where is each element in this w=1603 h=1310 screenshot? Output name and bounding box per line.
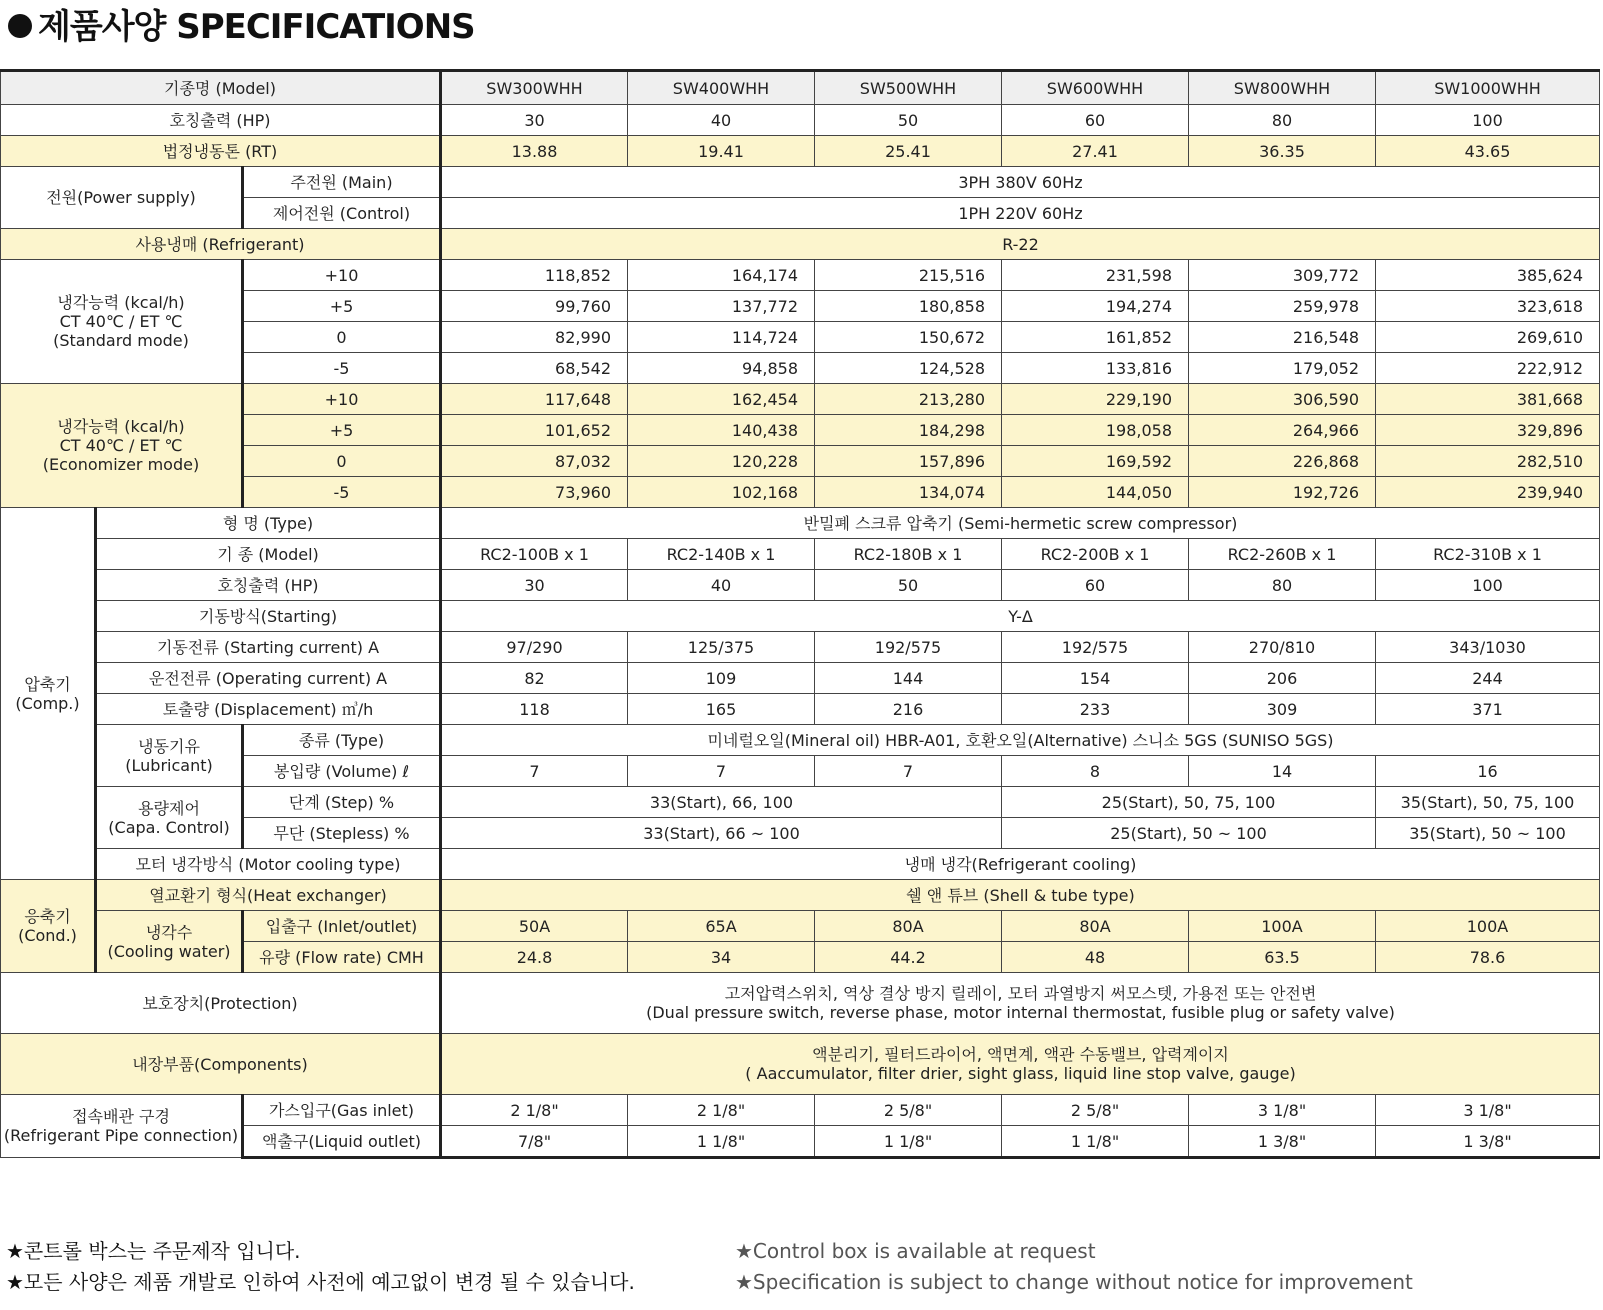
- value-cell: 27.41: [1002, 136, 1189, 167]
- model-name-cell: SW400WHH: [628, 71, 815, 105]
- value-cell: 109: [628, 663, 815, 694]
- spec-cell-line: 압축기: [24, 674, 71, 694]
- value-cell: 2 5/8": [1002, 1095, 1189, 1126]
- spec-cell-line: (Cond.): [18, 926, 77, 945]
- value-cell: 78.6: [1376, 942, 1600, 973]
- capacity-value: 264,966: [1189, 415, 1376, 446]
- capacity-value: 309,772: [1189, 260, 1376, 291]
- et-label: +10: [243, 260, 441, 291]
- start-current-label: 기동전류 (Starting current) A: [96, 632, 441, 663]
- comp-starting-row: [1, 601, 1600, 632]
- value-cell: 371: [1376, 694, 1600, 725]
- capacity-value: 169,592: [1002, 446, 1189, 477]
- value-cell: 50: [815, 570, 1002, 601]
- value-cell: 24.8: [441, 942, 628, 973]
- value-cell: 40: [628, 570, 815, 601]
- page-title: [8, 2, 475, 52]
- capacity-value: 385,624: [1376, 260, 1600, 291]
- capacity-value: 157,896: [815, 446, 1002, 477]
- capacity-value: 259,978: [1189, 291, 1376, 322]
- capacity-value: 150,672: [815, 322, 1002, 353]
- lub-type-value: 미네럴오일(Mineral oil) HBR-A01, 호환오일(Alternative) 스니소 5GS (SUNISO 5GS): [441, 725, 1600, 756]
- value-cell: 60: [1002, 105, 1189, 136]
- capa-step-row: [1, 787, 1600, 818]
- value-cell: 7: [628, 756, 815, 787]
- condenser-label: [1, 880, 96, 973]
- value-cell: 244: [1376, 663, 1600, 694]
- flow-rate-label: 유량 (Flow rate) CMH: [243, 942, 441, 973]
- value-cell: 1 1/8": [815, 1126, 1002, 1158]
- spec-cell-line: 냉각능력 (kcal/h): [57, 417, 185, 436]
- refrigerant-value: R-22: [441, 229, 1600, 260]
- capacity-value: 222,912: [1376, 353, 1600, 384]
- capacity-value: 144,050: [1002, 477, 1189, 508]
- liquid-outlet-label: 액출구(Liquid outlet): [243, 1126, 441, 1158]
- value-cell: 30: [441, 105, 628, 136]
- value-cell: 36.35: [1189, 136, 1376, 167]
- value-cell: 50A: [441, 911, 628, 942]
- inlet-label: 입출구 (Inlet/outlet): [243, 911, 441, 942]
- displacement-row: [1, 694, 1600, 725]
- value-cell: 80A: [1002, 911, 1189, 942]
- value-cell: 25.41: [815, 136, 1002, 167]
- note-en-1: ★Control box is available at request: [735, 1239, 1096, 1263]
- value-cell: 125/375: [628, 632, 815, 663]
- start-current-row: [1, 632, 1600, 663]
- value-cell: RC2-100B x 1: [441, 539, 628, 570]
- value-cell: 2 1/8": [441, 1095, 628, 1126]
- stepless-value: 25(Start), 50 ~ 100: [1002, 818, 1376, 849]
- value-cell: RC2-200B x 1: [1002, 539, 1189, 570]
- spec-cell-line: 냉각능력 (kcal/h): [57, 293, 185, 312]
- capacity-value: 133,816: [1002, 353, 1189, 384]
- value-cell: 100A: [1189, 911, 1376, 942]
- header-row: [1, 71, 1600, 105]
- capacity-value: 216,548: [1189, 322, 1376, 353]
- model-label: 기종명 (Model): [1, 71, 441, 105]
- spec-cell-line: (Dual pressure switch, reverse phase, motor internal thermostat, fusible plug or safety valve): [646, 1003, 1395, 1022]
- model-name-cell: SW300WHH: [441, 71, 628, 105]
- capacity-economizer-label: [1, 384, 243, 508]
- components-label: 내장부품(Components): [1, 1034, 441, 1095]
- capacity-value: 82,990: [441, 322, 628, 353]
- capacity-value: 213,280: [815, 384, 1002, 415]
- capacity-value: 101,652: [441, 415, 628, 446]
- capacity-value: 229,190: [1002, 384, 1189, 415]
- capacity-value: 99,760: [441, 291, 628, 322]
- step-value: 35(Start), 50, 75, 100: [1376, 787, 1600, 818]
- value-cell: 1 1/8": [628, 1126, 815, 1158]
- page-title-text: 제품사양 SPECIFICATIONS: [38, 7, 475, 47]
- power-main-value: 3PH 380V 60Hz: [441, 167, 1600, 198]
- step-value: 25(Start), 50, 75, 100: [1002, 787, 1376, 818]
- heat-exchanger-value: 쉘 앤 튜브 (Shell & tube type): [441, 880, 1600, 911]
- value-cell: 144: [815, 663, 1002, 694]
- value-cell: 19.41: [628, 136, 815, 167]
- displacement-label: 토출량 (Displacement) ㎥/h: [96, 694, 441, 725]
- value-cell: 40: [628, 105, 815, 136]
- spec-cell-line: (Cooling water): [107, 941, 231, 961]
- capacity-value: 269,610: [1376, 322, 1600, 353]
- value-cell: 63.5: [1189, 942, 1376, 973]
- model-name-cell: SW500WHH: [815, 71, 1002, 105]
- stepless-label: 무단 (Stepless) %: [243, 818, 441, 849]
- capacity-value: 120,228: [628, 446, 815, 477]
- capacity-value: 198,058: [1002, 415, 1189, 446]
- value-cell: 1 1/8": [1002, 1126, 1189, 1158]
- cond-inlet-row: [1, 911, 1600, 942]
- value-cell: 1 3/8": [1189, 1126, 1376, 1158]
- components-row: [1, 1034, 1600, 1095]
- power-control-value: 1PH 220V 60Hz: [441, 198, 1600, 229]
- pipe-gas-row: [1, 1095, 1600, 1126]
- value-cell: 100: [1376, 105, 1600, 136]
- capacity-value: 114,724: [628, 322, 815, 353]
- refrigerant-label: 사용냉매 (Refrigerant): [1, 229, 441, 260]
- value-cell: 14: [1189, 756, 1376, 787]
- note-kr-1: ★콘트롤 박스는 주문제작 입니다.: [6, 1239, 301, 1263]
- value-cell: 216: [815, 694, 1002, 725]
- starting-value: Y-Δ: [441, 601, 1600, 632]
- capacity-value: 180,858: [815, 291, 1002, 322]
- value-cell: 309: [1189, 694, 1376, 725]
- et-label: -5: [243, 477, 441, 508]
- value-cell: 50: [815, 105, 1002, 136]
- capacity-value: 192,726: [1189, 477, 1376, 508]
- capacity-value: 102,168: [628, 477, 815, 508]
- comp-hp-row: [1, 570, 1600, 601]
- value-cell: RC2-260B x 1: [1189, 539, 1376, 570]
- motor-cooling-row: [1, 849, 1600, 880]
- value-cell: 7: [815, 756, 1002, 787]
- capacity-value: 162,454: [628, 384, 815, 415]
- value-cell: 7/8": [441, 1126, 628, 1158]
- value-cell: 192/575: [1002, 632, 1189, 663]
- comp-hp-label: 호칭출력 (HP): [96, 570, 441, 601]
- value-cell: 16: [1376, 756, 1600, 787]
- value-cell: 154: [1002, 663, 1189, 694]
- notes-korean: [6, 1236, 635, 1298]
- capacity-value: 140,438: [628, 415, 815, 446]
- spec-cell-line: 액분리기, 필터드라이어, 액면계, 액관 수동밸브, 압력계이지: [812, 1045, 1229, 1064]
- et-label: +10: [243, 384, 441, 415]
- spec-cell-line: 냉각수: [145, 922, 193, 942]
- lub-type-label: 종류 (Type): [243, 725, 441, 756]
- spec-cell-line: 고저압력스위치, 역상 결상 방지 릴레이, 모터 과열방지 써모스텟, 가용전 또는 안전변: [724, 984, 1317, 1003]
- et-label: +5: [243, 415, 441, 446]
- protection-row: [1, 973, 1600, 1034]
- protection-label: 보호장치(Protection): [1, 973, 441, 1034]
- value-cell: 206: [1189, 663, 1376, 694]
- et-label: +5: [243, 291, 441, 322]
- capacity-value: 381,668: [1376, 384, 1600, 415]
- model-name-cell: SW1000WHH: [1376, 71, 1600, 105]
- cooling-water-label: [96, 911, 243, 973]
- lub-type-row: [1, 725, 1600, 756]
- value-cell: 44.2: [815, 942, 1002, 973]
- spec-cell-line: (Capa. Control): [108, 817, 230, 837]
- hp-label: 호칭출력 (HP): [1, 105, 441, 136]
- value-cell: 343/1030: [1376, 632, 1600, 663]
- note-kr-2: ★모든 사양은 제품 개발로 인하여 사전에 예고없이 변경 될 수 있습니다.: [6, 1270, 635, 1294]
- capacity-value: 226,868: [1189, 446, 1376, 477]
- value-cell: 13.88: [441, 136, 628, 167]
- bullet-icon: [8, 14, 32, 38]
- value-cell: 80: [1189, 570, 1376, 601]
- capacity-value: 87,032: [441, 446, 628, 477]
- capacity-value: 329,896: [1376, 415, 1600, 446]
- capacity-value: 239,940: [1376, 477, 1600, 508]
- et-label: 0: [243, 322, 441, 353]
- capacity-value: 73,960: [441, 477, 628, 508]
- components-value: [441, 1034, 1600, 1095]
- value-cell: 30: [441, 570, 628, 601]
- comp-type-row: [1, 508, 1600, 539]
- spec-cell-line: ( Aaccumulator, filter drier, sight glass, liquid line stop valve, gauge): [745, 1064, 1296, 1083]
- value-cell: 97/290: [441, 632, 628, 663]
- spec-cell-line: (Refrigerant Pipe connection): [3, 1126, 239, 1145]
- value-cell: 2 5/8": [815, 1095, 1002, 1126]
- value-cell: 192/575: [815, 632, 1002, 663]
- value-cell: 2 1/8": [628, 1095, 815, 1126]
- step-value: 33(Start), 66, 100: [441, 787, 1002, 818]
- heat-exchanger-label: 열교환기 형식(Heat exchanger): [96, 880, 441, 911]
- value-cell: 60: [1002, 570, 1189, 601]
- spec-cell-line: (Economizer mode): [42, 455, 200, 474]
- value-cell: 118: [441, 694, 628, 725]
- rt-label: 법정냉동톤 (RT): [1, 136, 441, 167]
- value-cell: 233: [1002, 694, 1189, 725]
- capacity-value: 137,772: [628, 291, 815, 322]
- stepless-value: 33(Start), 66 ~ 100: [441, 818, 1002, 849]
- refrigerant-row: [1, 229, 1600, 260]
- value-cell: 100A: [1376, 911, 1600, 942]
- value-cell: RC2-180B x 1: [815, 539, 1002, 570]
- op-current-row: [1, 663, 1600, 694]
- power-label: 전원(Power supply): [1, 167, 243, 229]
- value-cell: 82: [441, 663, 628, 694]
- capacity-value: 306,590: [1189, 384, 1376, 415]
- hp-row: [1, 105, 1600, 136]
- value-cell: 100: [1376, 570, 1600, 601]
- value-cell: 65A: [628, 911, 815, 942]
- model-name-cell: SW800WHH: [1189, 71, 1376, 105]
- capacity-value: 94,858: [628, 353, 815, 384]
- capacity-value: 161,852: [1002, 322, 1189, 353]
- value-cell: RC2-140B x 1: [628, 539, 815, 570]
- capacity-value: 231,598: [1002, 260, 1189, 291]
- comp-model-label: 기 종 (Model): [96, 539, 441, 570]
- capacity-value: 134,074: [815, 477, 1002, 508]
- power-control-label: 제어전원 (Control): [243, 198, 441, 229]
- spec-table: [0, 69, 1600, 1159]
- power-main-row: [1, 167, 1600, 198]
- gas-inlet-label: 가스입구(Gas inlet): [243, 1095, 441, 1126]
- value-cell: 8: [1002, 756, 1189, 787]
- capacity-value: 68,542: [441, 353, 628, 384]
- value-cell: 34: [628, 942, 815, 973]
- pipe-connection-label: [1, 1095, 243, 1158]
- capacity-value: 118,852: [441, 260, 628, 291]
- model-name-cell: SW600WHH: [1002, 71, 1189, 105]
- note-en-2: ★Specification is subject to change without notice for improvement: [735, 1270, 1413, 1294]
- lubricant-label: [96, 725, 243, 787]
- spec-cell-line: 응축기: [24, 907, 71, 926]
- rt-row: [1, 136, 1600, 167]
- capacity-standard-label: [1, 260, 243, 384]
- value-cell: 80: [1189, 105, 1376, 136]
- cond-hx-row: [1, 880, 1600, 911]
- value-cell: 3 1/8": [1376, 1095, 1600, 1126]
- capacity-value: 282,510: [1376, 446, 1600, 477]
- spec-cell-line: CT 40℃ / ET ℃: [59, 436, 183, 455]
- capacity-standard-row: [1, 260, 1600, 291]
- et-label: -5: [243, 353, 441, 384]
- et-label: 0: [243, 446, 441, 477]
- compressor-label: [1, 508, 96, 880]
- value-cell: RC2-310B x 1: [1376, 539, 1600, 570]
- comp-type-value: 반밀폐 스크류 압축기 (Semi-hermetic screw compressor): [441, 508, 1600, 539]
- spec-cell-line: (Comp.): [15, 693, 80, 713]
- spec-cell-line: (Standard mode): [53, 331, 189, 350]
- value-cell: 3 1/8": [1189, 1095, 1376, 1126]
- value-cell: 80A: [815, 911, 1002, 942]
- spec-cell-line: (Lubricant): [125, 755, 213, 775]
- stepless-value: 35(Start), 50 ~ 100: [1376, 818, 1600, 849]
- capacity-value: 124,528: [815, 353, 1002, 384]
- spec-cell-line: 냉동기유: [138, 736, 200, 756]
- value-cell: 1 3/8": [1376, 1126, 1600, 1158]
- lub-volume-label: 봉입량 (Volume) ℓ: [243, 756, 441, 787]
- capacity-value: 117,648: [441, 384, 628, 415]
- value-cell: 165: [628, 694, 815, 725]
- motor-cooling-label: 모터 냉각방식 (Motor cooling type): [96, 849, 441, 880]
- capacity-value: 323,618: [1376, 291, 1600, 322]
- protection-value: [441, 973, 1600, 1034]
- value-cell: 43.65: [1376, 136, 1600, 167]
- capa-control-label: [96, 787, 243, 849]
- value-cell: 270/810: [1189, 632, 1376, 663]
- spec-cell-line: 용량제어: [138, 798, 200, 818]
- notes-english: [735, 1236, 1413, 1298]
- capacity-value: 194,274: [1002, 291, 1189, 322]
- value-cell: 7: [441, 756, 628, 787]
- capacity-value: 215,516: [815, 260, 1002, 291]
- capacity-value: 184,298: [815, 415, 1002, 446]
- comp-type-label: 형 명 (Type): [96, 508, 441, 539]
- capacity-value: 179,052: [1189, 353, 1376, 384]
- capacity-value: 164,174: [628, 260, 815, 291]
- motor-cooling-value: 냉매 냉각(Refrigerant cooling): [441, 849, 1600, 880]
- power-main-label: 주전원 (Main): [243, 167, 441, 198]
- value-cell: 48: [1002, 942, 1189, 973]
- capacity-economizer-row: [1, 384, 1600, 415]
- op-current-label: 운전전류 (Operating current) A: [96, 663, 441, 694]
- step-label: 단계 (Step) %: [243, 787, 441, 818]
- starting-label: 기동방식(Starting): [96, 601, 441, 632]
- comp-model-row: [1, 539, 1600, 570]
- spec-cell-line: 접속배관 구경: [72, 1107, 170, 1126]
- spec-cell-line: CT 40℃ / ET ℃: [59, 312, 183, 331]
